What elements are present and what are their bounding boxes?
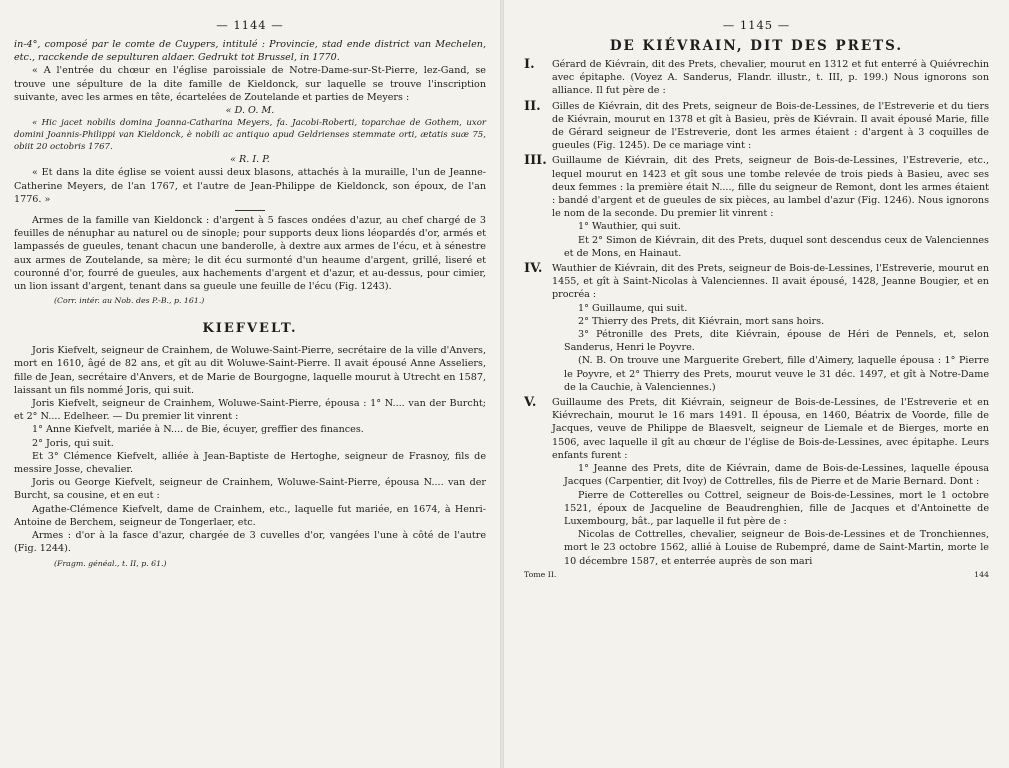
kiefvelt-paragraph: 2° Joris, qui suit. bbox=[32, 437, 114, 449]
child-line: 1° Jeanne des Prets, dite de Kiévrain, dame de Bois-de-Lessines, laquelle épousa Jacques (Carpentier, dit Ivoy) de Cottrelles, fils de Pierre et de Marie Bernard. Dont : bbox=[564, 463, 989, 488]
footer-volume: Tome II. bbox=[524, 569, 557, 579]
generation-entry bbox=[524, 396, 989, 462]
kiefvelt-reference: (Fragm. généal., t. II, p. 61.) bbox=[54, 558, 167, 568]
generation-numeral: V. bbox=[524, 395, 537, 411]
generation-children bbox=[524, 220, 989, 260]
generation-numeral: I. bbox=[524, 57, 535, 72]
generation-text: Guillaume des Prets, dit Kiévrain, seigneur de Bois-de-Lessines, de l'Estreverie et en Kiévrechain, mourut le 16 mars 1491. Il épousa, en 1460, Béatrix de Voorde, fille de Jacques, veuve de Philippe de Blaesvelt, seigneur de Liemale et de Bierges, morte en 1506, avec laquelle il gît au chœur de l'église de Bois-de-Lessines, avec épitaphe. Leurs enfants furent : bbox=[552, 397, 989, 461]
armes-reference: (Corr. intér. au Nob. des P.-B., p. 161.) bbox=[54, 296, 205, 306]
generation-numeral: IV. bbox=[524, 261, 543, 277]
generation-text: Guillaume de Kiévrain, dit des Prets, seigneur de Bois-de-Lessines, l'Estreverie, etc., lequel mourut en 1423 et gît sous une tombe relevée de trois pieds à Basieu, avec ses deux femmes : la première était N...., fille du seigneur de Remont, dont les armes étaient : bandé d'argent et de gueules de six pièces, au lambel d'azur (Fig. 1246). Nous ignorons le nom de la seconde. Du premier lit vinrent : bbox=[552, 155, 989, 220]
left-page bbox=[0, 0, 500, 768]
armes-kieldonck: Armes de la famille van Kieldonck : d'argent à 5 fasces ondées d'azur, au chef chargé de 3 feuilles de nénuphar au naturel ou de sinople; pour supports deux lions léopardés d'or, armés et lampassés de gueules, tenant chacun une banderolle, à dextre aux armes de l'écu, et à sénestre aux armes de Zoutelande, sa mère; le dit écu surmonté d'un heaume d'argent, grillé, liseré et couronné d'or, fourré de gueules, aux hachements d'argent et d'azur, et au-dessus, pour cimier, un lion issant d'argent, tenant dans sa gueule une feuille de l'écu (Fig. 1243). bbox=[14, 215, 486, 293]
child-line: 1° Guillaume, qui suit. bbox=[578, 302, 688, 314]
kiefvelt-paragraph: Et 3° Clémence Kiefvelt, alliée à Jean-Baptiste de Hertoghe, seigneur de Frasnoy, fils de messire Josse, chevalier. bbox=[14, 450, 486, 476]
kiefvelt-paragraph: Joris Kiefvelt, seigneur de Crainhem, Woluwe-Saint-Pierre, épousa : 1° N.... van der Burcht; et 2° N.... Edelheer. — Du premier lit vinrent : bbox=[14, 398, 486, 423]
footer-signature: 144 bbox=[974, 569, 989, 579]
generation-text: Gérard de Kiévrain, dit des Prets, chevalier, mourut en 1312 et fut enterré à Quiévrechin avec épitaphe. (Voyez A. Sanderus, Flandr. illustr., t. III, p. 199.) Nous ignorons son alliance. Il fut père de : bbox=[552, 59, 989, 97]
kiefvelt-armes: Armes : d'or à la fasce d'azur, chargée de 3 cuvelles d'or, vangées l'une à côté de l'autre (Fig. 1244). bbox=[14, 530, 486, 555]
right-page bbox=[504, 0, 1009, 768]
child-line: Nicolas de Cottrelles, chevalier, seigneur de Bois-de-Lessines et de Tronchiennes, mort le 23 octobre 1562, allié à Louise de Rubempré, dame de Saint-Martin, morte le 10 décembre 1587, et enterrée auprès de son mari bbox=[564, 529, 989, 567]
child-line: 2° Thierry des Prets, dit Kiévrain, mort sans hoirs. bbox=[578, 315, 825, 327]
kiefvelt-paragraph: Joris ou George Kiefvelt, seigneur de Crainhem, Woluwe-Saint-Pierre, épousa N.... van der Burcht, sa cousine, et en eut : bbox=[14, 477, 486, 502]
rip-line: « R. I. P. bbox=[230, 154, 270, 166]
generation-numeral: II. bbox=[524, 98, 541, 114]
generation-entry bbox=[524, 154, 989, 220]
section-rule bbox=[235, 210, 265, 211]
dom-line: « D. O. M. bbox=[225, 105, 275, 117]
epitaph-text: « Hic jacet nobilis domina Joanna-Catharina Meyers, fa. Jacobi-Roberti, toparchae de Gothem, uxor domini Joannis-Philippi van Kieldonck, è nobili ac antiquo apud Geldrienses stemmate orti, ætatis suæ 75, obiit 20 octobris 1767. bbox=[14, 118, 486, 153]
child-line: 3° Pétronille des Prets, dite Kiévrain, épouse de Héri de Pennels, et, selon Sanderus, Henri le Poyvre. bbox=[564, 329, 989, 354]
blasons-paragraph: « Et dans la dite église se voient aussi deux blasons, attachés à la muraille, l'un de Jeanne-Catherine Meyers, de l'an 1767, et l'autre de Jean-Philippe de Kieldonck, son époux, de l'an 1776. » bbox=[14, 167, 486, 205]
generation-text: Wauthier de Kiévrain, dit des Prets, seigneur de Bois-de-Lessines, l'Estreverie, mourut en 1455, et gît à Saint-Nicolas à Valenciennes. Il avait épousé, 1428, Jeanne Bougier, et en procréa : bbox=[552, 263, 989, 301]
generation-entry bbox=[524, 58, 989, 98]
left-paragraph-2: « A l'entrée du chœur en l'église paroissiale de Notre-Dame-sur-St-Pierre, lez-Gand, se trouve une sépulture de la dite famille de Kieldonck, sur laquelle se trouve l'inscription suivante, avec les armes en tête, écartelées de Zoutelande et parties de Meyers : bbox=[14, 65, 486, 103]
kievrain-title: DE KIÉVRAIN, DIT DES PRETS. bbox=[609, 38, 904, 54]
generation-children bbox=[524, 302, 989, 394]
page-footer bbox=[524, 570, 989, 579]
generation-children bbox=[524, 462, 989, 568]
child-line: 1° Wauthier, qui suit. bbox=[578, 221, 681, 233]
kiefvelt-paragraph: Agathe-Clémence Kiefvelt, dame de Crainhem, etc., laquelle fut mariée, en 1674, à Henri-Antoine de Berchem, seigneur de Tongerlaer, etc. bbox=[14, 503, 486, 528]
child-line: Et 2° Simon de Kiévrain, dit des Prets, duquel sont descendus ceux de Valenciennes et de Mons, en Hainaut. bbox=[564, 234, 989, 259]
nota-bene: (N. B. On trouve une Marguerite Grebert, fille d'Aimery, laquelle épousa : 1° Pierre le Poyvre, et 2° Thierry des Prets, mourut veuve le 31 déc. 1497, et gît à Notre-Dame de la Cauchie, à Valenciennes.) bbox=[564, 355, 989, 393]
kiefvelt-title: KIEFVELT. bbox=[202, 321, 298, 337]
generation-entry bbox=[524, 100, 989, 153]
generation-text: Gilles de Kiévrain, dit des Prets, seigneur de Bois-de-Lessines, de l'Estreverie et du tiers de Kiévrain, mourut en 1378 et gît à Basieu, près de Kiévrain. Il avait épousé Marie, fille de Gérard seigneur de l'Estreverie, dont les armes étaient : d'argent à 3 coquilles de gueules (Fig. 1245). De ce mariage vint : bbox=[552, 100, 989, 152]
generation-numeral: III. bbox=[524, 153, 547, 169]
child-line: Pierre de Cotterelles ou Cottrel, seigneur de Bois-de-Lessines, mort le 1 octobre 1521, époux de Jacqueline de Beaudrenghien, fille de Jacques et d'Antoinette de Luxembourg, bât., par laquelle il fut père de : bbox=[564, 489, 989, 527]
page-number-right: — 1145 — bbox=[722, 18, 791, 32]
kiefvelt-paragraph: 1° Anne Kiefvelt, mariée à N.... de Bie, écuyer, greffier des finances. bbox=[32, 424, 364, 436]
page-number-left: — 1144 — bbox=[216, 18, 284, 32]
left-paragraph-1: in-4°, composé par le comte de Cuypers, intitulé : Provincie, stad ende district van Mechelen, etc., racckende de sepulturen aldaer. Gedrukt tot Brussel, in 1770. bbox=[14, 39, 486, 64]
generation-entry bbox=[524, 262, 989, 302]
kiefvelt-paragraph: Joris Kiefvelt, seigneur de Crainhem, de Woluwe-Saint-Pierre, secrétaire de la ville d'Anvers, mort en 1610, âgé de 82 ans, et gît au dit Woluwe-Saint-Pierre. Il avait épousé Anne Asseliers, fille de Jean, secrétaire d'Anvers, et de Marie de Bourgogne, laquelle mourut à Utrecht en 1587, laissant un fils nommé Joris, qui suit. bbox=[14, 345, 486, 396]
